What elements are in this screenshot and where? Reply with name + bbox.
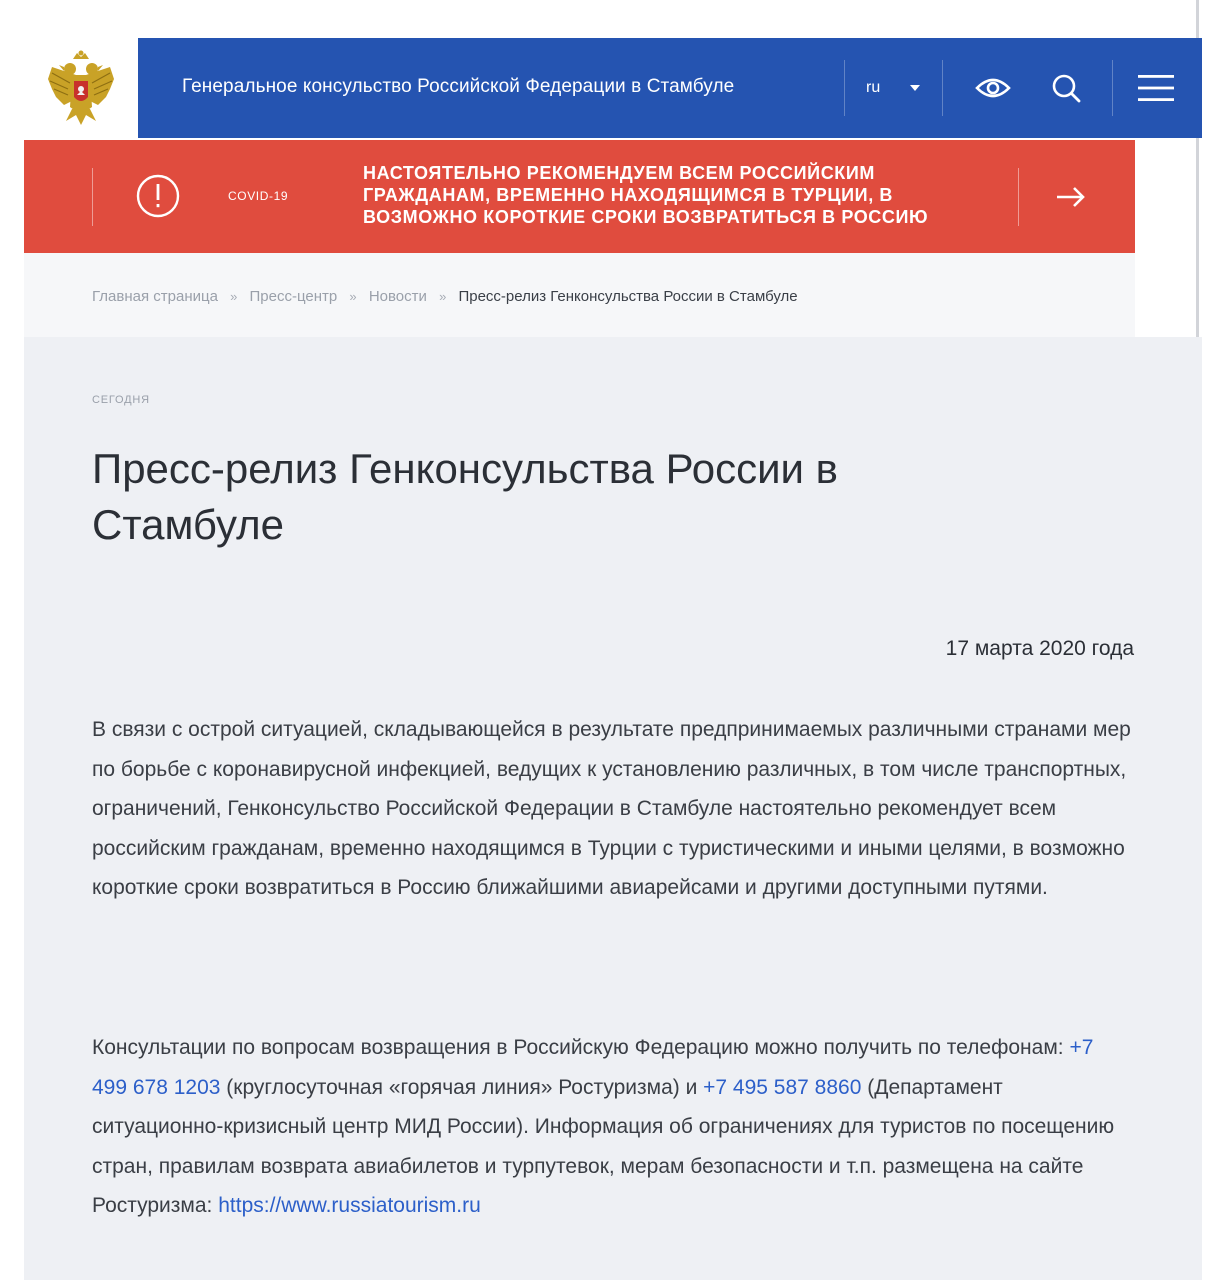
breadcrumb-bar bbox=[24, 253, 1135, 337]
language-selector[interactable] bbox=[866, 74, 920, 102]
breadcrumb-press-center[interactable]: Пресс-центр bbox=[249, 288, 338, 305]
covid-tag: COVID-19 bbox=[228, 189, 289, 203]
search-button[interactable] bbox=[1046, 68, 1086, 108]
header-divider bbox=[1112, 60, 1113, 116]
breadcrumb-home[interactable]: Главная страница bbox=[92, 288, 218, 305]
rostourism-website-link[interactable]: https://www.russiatourism.ru bbox=[218, 1194, 481, 1217]
breadcrumb bbox=[92, 288, 798, 305]
alert-divider bbox=[92, 168, 93, 226]
alert-divider bbox=[1018, 168, 1019, 226]
paragraph-text: Консультации по вопросам возвращения в Российскую Федерацию можно получить по телефонам: bbox=[92, 1036, 1070, 1059]
breadcrumb-news[interactable]: Новости bbox=[368, 288, 427, 305]
breadcrumb-separator: » bbox=[230, 289, 238, 304]
article-paragraph bbox=[92, 1028, 1132, 1226]
site-title[interactable]: Генеральное консульство Российской Федерации в Стамбуле bbox=[182, 76, 735, 97]
alert-message[interactable]: НАСТОЯТЕЛЬНО РЕКОМЕНДУЕМ ВСЕМ РОССИЙСКИМ ГРАЖДАНАМ, ВРЕМЕННО НАХОДЯЩИМСЯ В ТУРЦИИ, В ВОЗМОЖНО КОРОТКИЕ СРОКИ ВОЗВРАТИТЬСЯ В РОССИЮ bbox=[363, 163, 929, 227]
paragraph-text: (круглосуточная «горячая линия» Ростуризма) и bbox=[220, 1075, 704, 1099]
article-date: 17 марта 2020 года bbox=[945, 637, 1134, 660]
article-label: СЕГОДНЯ bbox=[92, 394, 150, 406]
breadcrumb-separator: » bbox=[439, 289, 447, 304]
article-content bbox=[24, 337, 1202, 1280]
hamburger-menu-icon bbox=[1137, 73, 1175, 103]
phone-link-mfa[interactable]: +7 495 587 8860 bbox=[703, 1075, 862, 1099]
chevron-down-icon bbox=[910, 85, 920, 91]
covid-alert-banner[interactable] bbox=[24, 140, 1135, 253]
header-divider bbox=[844, 60, 845, 116]
article-paragraph: В связи с острой ситуацией, складывающейся в результате предпринимаемых различными странами мер по борьбе с коронавирусной инфекцией, ведущих к установлению различных, в том числе транспортных, ограничений, Генконсульство Российской Федерации в Стамбуле настоятельно рекомендует всем российским гражданам, временно находящимся в Турции с туристическими и иными целями, в возможно короткие сроки возвратиться в Россию ближайшими авиарейсами и другими доступными путями. bbox=[92, 718, 1131, 899]
phone-link-rostourism[interactable]: +7 499 678 1203 bbox=[92, 1036, 1094, 1099]
paragraph-text: (Департамент ситуационно-кризисный центр МИД России). Информация об ограничениях для туристов по посещению стран, правилам возврата авиабилетов и турпутевок, мерам безопасности и т.п. размещена на сайте Ростуризма: bbox=[92, 1075, 1115, 1217]
breadcrumb-separator: » bbox=[349, 289, 357, 304]
arrow-right-icon[interactable] bbox=[1054, 180, 1088, 214]
search-icon bbox=[1050, 72, 1082, 104]
header-divider bbox=[942, 60, 943, 116]
eye-icon bbox=[975, 76, 1011, 100]
site-header bbox=[138, 38, 1202, 138]
breadcrumb-current: Пресс-релиз Генконсульства России в Стамбуле bbox=[458, 288, 798, 305]
language-label: ru bbox=[866, 79, 881, 96]
page-title: Пресс-релиз Генконсульства России в Стамбуле bbox=[92, 445, 838, 548]
logo[interactable] bbox=[24, 38, 138, 138]
accessibility-eye-button[interactable] bbox=[973, 68, 1013, 108]
coat-of-arms-icon bbox=[46, 49, 116, 127]
warning-icon bbox=[136, 174, 180, 218]
menu-button[interactable] bbox=[1136, 68, 1176, 108]
